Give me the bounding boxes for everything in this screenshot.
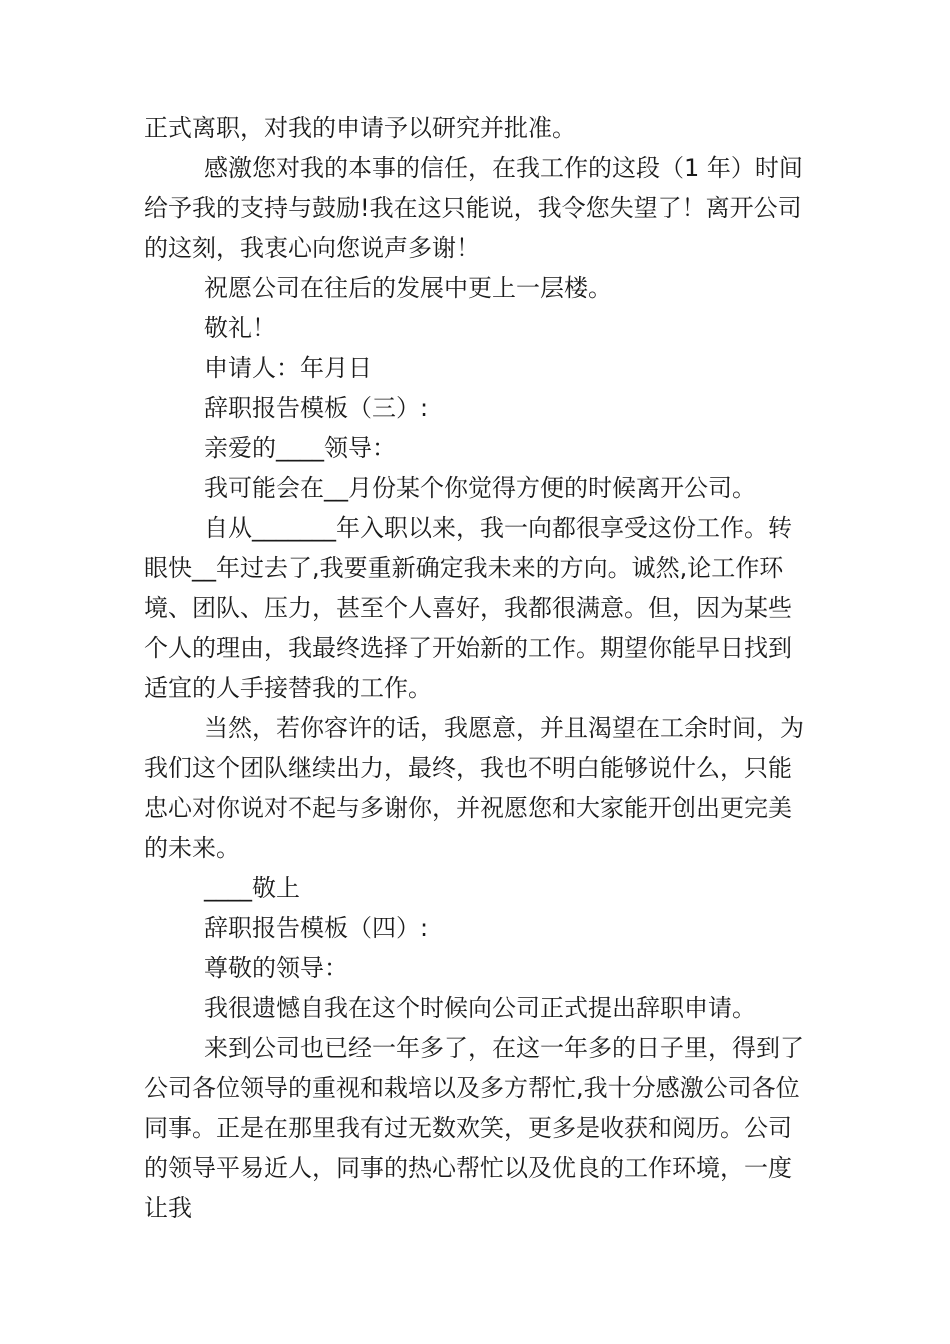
salutation-2: 尊敬的领导： — [204, 954, 348, 982]
paragraph-3: 祝愿公司在往后的发展中更上一层楼。 — [204, 274, 612, 302]
salutation: 亲爱的____领导： — [204, 434, 396, 462]
signature-line: ____敬上 — [204, 874, 300, 902]
paragraph-1: 正式离职，对我的申请予以研究并批准。 — [144, 114, 576, 142]
paragraph-9: 自从_______年入职以来，我一向都很享受这份工作。转眼快__年过去了,我要重新确定我未来的方向。诚然,论工作环境、团队、压力，甚至个人喜好，我都很满意。但，因为某些个人的理由，我最终选择了开始新的工作。期望你能早日找到适宜的人手接替我的工作。 — [144, 514, 792, 702]
paragraph-14: 我很遗憾自我在这个时候向公司正式提出辞职申请。 — [204, 994, 756, 1022]
paragraph-8: 我可能会在__月份某个你觉得方便的时候离开公司。 — [204, 474, 756, 502]
paragraph-10: 当然，若你容许的话，我愿意，并且渴望在工余时间，为我们这个团队继续出力，最终，我也不明白能够说什么，只能忠心对你说对不起与多谢你，并祝愿您和大家能开创出更完美的未来。 — [144, 714, 804, 862]
paragraph-15: 来到公司也已经一年多了，在这一年多的日子里，得到了公司各位领导的重视和栽培以及多方帮忙,我十分感激公司各位同事。正是在那里我有过无数欢笑，更多是收获和阅历。公司的领导平易近人，同事的热心帮忙以及优良的工作环境，一度让我 — [144, 1034, 804, 1222]
document-body — [144, 108, 814, 1228]
closing-salute: 敬礼！ — [204, 314, 276, 342]
applicant-line: 申请人：年月日 — [204, 354, 372, 382]
section-heading-3: 辞职报告模板（三）: — [204, 394, 429, 422]
paragraph-2: 感激您对我的本事的信任，在我工作的这段（1 年）时间给予我的支持与鼓励!我在这只能说，我令您失望了！离开公司的这刻，我衷心向您说声多谢！ — [144, 154, 803, 262]
section-heading-4: 辞职报告模板（四）: — [204, 914, 429, 942]
